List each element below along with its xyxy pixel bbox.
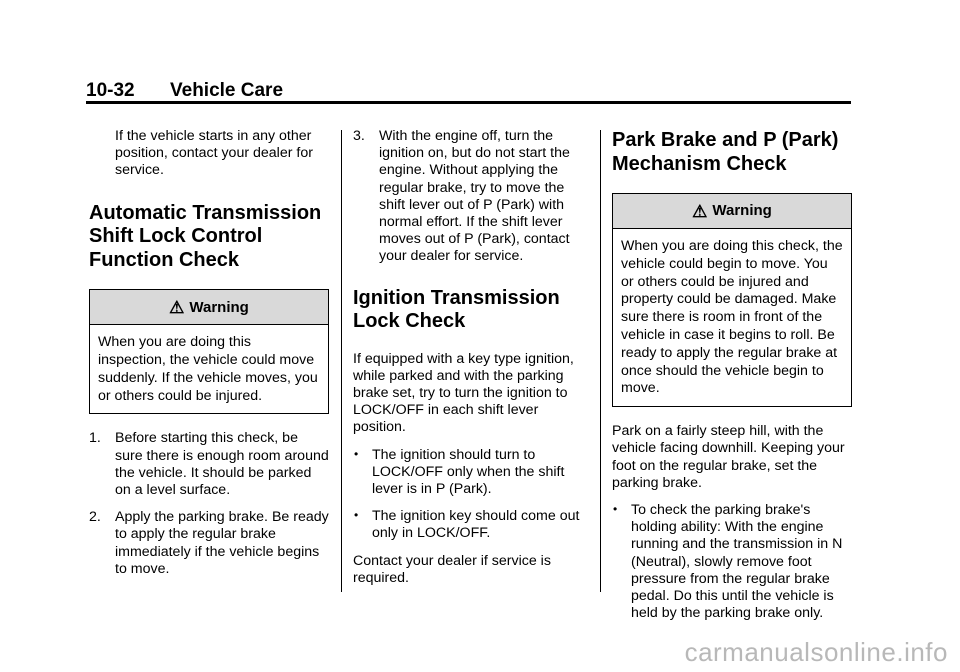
body-paragraph: Park on a fairly steep hill, with the vehicle facing downhill. Keeping your foot on the regular brake, set the parking brake. — [612, 423, 845, 491]
warning-header — [613, 194, 851, 229]
list-item — [89, 509, 329, 578]
steps-list — [89, 430, 329, 578]
intro-paragraph: If the vehicle starts in any other position, contact your dealer for service. — [115, 128, 313, 179]
step-text: With the engine off, turn the ignition on, but do not start the engine. Without applying the regular brake, try to move the shift lever out of P (Park) with normal effort. If the shift lever moves out of P (Park), contact your dealer for service. — [379, 128, 570, 265]
section-heading-park-brake: Park Brake and P (Park) Mechanism Check — [612, 129, 839, 175]
header-rule — [86, 101, 851, 104]
bullet-list — [353, 447, 585, 543]
column-1 — [89, 128, 329, 588]
section-title: Vehicle Care — [170, 80, 284, 101]
column-divider-1 — [341, 130, 342, 592]
step-number: 2. — [89, 509, 101, 526]
column-2 — [353, 128, 585, 597]
bullet-text: The ignition should turn to LOCK/OFF only when the shift lever is in P (Park). — [372, 446, 565, 498]
body-paragraph: If equipped with a key type ignition, while parked and with the parking brake set, try to turn the ignition to LOCK/OFF in each shift lever position. — [353, 350, 574, 436]
bullet-icon: • — [354, 446, 359, 461]
warning-box — [89, 289, 329, 414]
column-3 — [612, 128, 852, 632]
step-number: 3. — [353, 128, 365, 144]
column-divider-2 — [600, 130, 601, 592]
warning-body: When you are doing this check, the vehicle could begin to move. You or others could be injured and property could be damaged. Make sure there is room in front of the vehicle in case it begins to roll. Be ready to apply the regular brake at once should the vehicle begin to move. — [621, 238, 843, 397]
page-number: 10-32 — [86, 80, 135, 101]
bullet-list — [612, 502, 852, 622]
list-item — [353, 508, 585, 542]
closing-paragraph: Contact your dealer if service is required. — [353, 552, 551, 586]
warning-body: When you are doing this inspection, the vehicle could move suddenly. If the vehicle moves, you or others could be injured. — [98, 334, 318, 404]
warning-title: Warning — [712, 202, 772, 220]
page-header — [86, 80, 283, 102]
section-heading-shift-lock: Automatic Transmission Shift Lock Control Function Check — [89, 201, 322, 271]
bullet-icon: • — [613, 501, 618, 516]
step-text: Apply the parking brake. Be ready to apply the regular brake immediately if the vehicle begins to move. — [115, 509, 329, 577]
warning-title: Warning — [189, 298, 249, 316]
warning-triangle-icon: ⚠ — [169, 297, 185, 317]
bullet-icon: • — [354, 508, 359, 523]
step-number: 1. — [89, 430, 101, 447]
steps-list-continued — [353, 128, 585, 266]
warning-triangle-icon: ⚠ — [692, 201, 708, 221]
warning-box — [612, 193, 852, 407]
section-heading-ignition-lock: Ignition Transmission Lock Check — [353, 286, 560, 333]
step-text: Before starting this check, be sure there is enough room around the vehicle. It should be parked on a level surface. — [115, 430, 329, 498]
warning-header — [90, 290, 328, 325]
list-item — [353, 447, 585, 499]
bullet-text: The ignition key should come out only in LOCK/OFF. — [372, 508, 580, 542]
list-item — [353, 128, 585, 266]
list-item — [612, 502, 852, 622]
bullet-text: To check the parking brake's holding ability: With the engine running and the transmission in N (Neutral), slowly remove foot pressure from the regular brake pedal. Do this until the vehicle is held by the parking brake only. — [631, 501, 843, 622]
watermark: carmanualsonline.info — [684, 637, 948, 667]
list-item — [89, 430, 329, 499]
